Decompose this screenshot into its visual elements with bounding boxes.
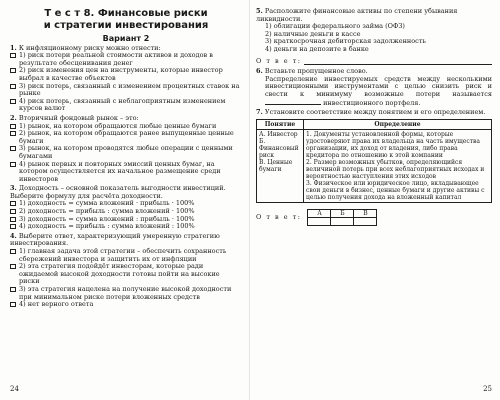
concept-b: Б. Финансовый риск [259,137,299,159]
checkbox[interactable] [10,84,16,89]
answer-cell-a[interactable] [308,218,331,226]
q5-answer-field[interactable] [256,58,492,66]
concept-a: А. Инвестор [259,130,298,138]
q4-option-3[interactable]: 3) эта стратегия нацелена на получение высокой доходности при минимальном риске потери вложенных средств [10,286,242,301]
q3-option-4[interactable]: 4) доходность = прибыль : сумма вложений : 100% [10,223,242,231]
answer-col-a: А [308,209,331,218]
question-1-number: 1. [10,43,17,52]
q4-option-2[interactable]: 2) эта стратегия подойдёт инвесторам, которые ради ожидаемой высокой доходности готовы пойти на высокие риски [10,263,242,286]
answer-grid [307,209,377,227]
q1-option-2[interactable]: 2) риск изменения цен на инструменты, которые инвестор выбрал в качестве объектов [10,67,242,82]
q5-item-4: 4) деньги на депозите в банке [265,44,369,53]
question-6-text: Вставьте пропущенное слово. [264,67,368,76]
q3-option-2[interactable]: 2) доходность = прибыль : сумма вложений · 100% [10,208,242,216]
q1-option-4[interactable]: 4) риск потерь, связанный с неблагоприятным изменением курсов валют [10,98,242,113]
question-2-text: Вторичный фондовый рынок – это: [18,113,139,122]
question-6: 6. Вставьте пропущенное слово. Распределение инвестируемых средств между несколькими инвестиционными инструментами с целью снизить риск и свести к минимуму возможные потери называется инвестиционного портфеля. [256,67,492,107]
q3-option-1[interactable]: 1) доходность = сумма вложений · прибыль · 100% [10,200,242,208]
page-number-right: 25 [483,385,492,394]
question-4-text: Выберите ответ, характеризующий умеренную стратегию инвестирования. [10,231,220,248]
q2-option-2[interactable]: 2) рынок, на котором обращаются ранее выпущенные ценные бумаги [10,130,242,145]
checkbox[interactable] [10,124,16,129]
checkbox[interactable] [10,162,16,167]
checkbox[interactable] [10,131,16,136]
checkbox[interactable] [10,146,16,151]
definition-3: 3. Физическое или юридическое лицо, вкладывающее свои деньги в бизнес, ценные бумаги и другие активы с целью получения дохода на вложенный капитал [306,179,485,201]
q5-item-1: 1) облигации федерального займа (ОФЗ) [265,22,405,31]
q5-item-3: 3) краткосрочная дебиторская задолженность [265,37,426,46]
question-1-text: К инфляционному риску можно отнести: [18,43,161,52]
answer-col-c: В [354,209,377,218]
checkbox[interactable] [10,201,16,206]
q4-option-1[interactable]: 1) главная задача этой стратегии – обеспечить сохранность сбережений инвестора и защитить их от инфляции [10,248,242,263]
page-number-left: 24 [10,385,19,394]
question-1 [10,45,242,113]
q4-option-4[interactable]: 4) нет верного ответа [10,301,242,309]
test-title-line2: и стратегии инвестирования [43,20,209,31]
q5-item-2: 2) наличные деньги в кассе [265,29,361,38]
q7-answer [256,209,492,227]
test-title-line1: Т е с т 8. Финансовые риски [44,8,208,19]
header-definition: Определение [304,119,492,129]
left-page [10,6,242,394]
checkbox[interactable] [10,287,16,292]
q1-option-3[interactable]: 3) риск потерь, связанный с изменением процентных ставок на рынке [10,83,242,98]
right-page [256,6,492,394]
q1-option-1[interactable]: 1) риск потери реальной стоимости активов и доходов в результате обесценивания денег [10,52,242,67]
definition-list [304,129,492,202]
variant-heading: Вариант 2 [102,34,150,43]
q3-option-3[interactable]: 3) доходность = сумма вложений : прибыль · 100% [10,216,242,224]
question-3: 3. Доходность – основной показатель выгодности инвестиций. Выберите формулу для расчёта доходности. 1) доходность = сумма вложений · прибыль · 100% 2) доходность = прибыль : сумма вложений · 100% 3) доходность = сумма вложений : прибыль · 100% 4) доходность = прибыль : сумма вложений : 100% [10,185,242,231]
checkbox[interactable] [10,99,16,104]
answer-label: О т в е т: [256,56,302,65]
q2-option-3[interactable]: 3) рынок, на котором проводятся любые операции с ценными бумагами [10,145,242,160]
table-header-row [257,119,492,129]
concept-list [257,129,304,202]
checkbox[interactable] [10,224,16,229]
definition-2: 2. Размер возможных убытков, определяющийся величиной потерь при всех неблагоприятных исходах и вероятностью наступления этих исходов [306,158,485,180]
question-4: 4. Выберите ответ, характеризующий умеренную стратегию инвестирования. 1) главная задача этой стратегии – обеспечить сохранность сбережений инвестора и защитить их от инфляции 2) эта стратегия подойдёт инвесторам, которые ради ожидаемой высокой доходности готовы пойти на высокие риски 3) эта стратегия нацелена на получение высокой доходности при минимальном риске потери вложенных средств 4) нет верного ответа [10,233,242,309]
question-3-text: Доходность – основной показатель выгодности инвестиций. Выберите формулу для расчёта доходности. [10,184,226,200]
checkbox[interactable] [10,302,16,307]
checkbox[interactable] [10,53,16,58]
matching-table [256,119,492,203]
table-row [257,129,492,202]
question-2: 2. Вторичный фондовый рынок – это: 1) рынок, на котором обращаются любые ценные бумаги 2) рынок, на котором обращаются ранее выпущенные ценные бумаги 3) рынок, на котором проводятся любые операции с ценными бумагами 4) рынок первых и повторных эмиссий ценных бумаг, на котором осуществляется их начальное размещение среди инвесторов [10,115,242,183]
q2-option-4[interactable]: 4) рынок первых и повторных эмиссий ценных бумаг, на котором осуществляется их начальное размещение среди инвесторов [10,161,242,184]
book-gutter [249,0,250,400]
q6-body: Распределение инвестируемых средств между несколькими инвестиционными инструментами с целью снизить риск и свести к минимуму возможные потери называется инвестиционного портфеля. [265,74,492,107]
answer-label: О т в е т: [256,212,302,221]
checkbox[interactable] [10,209,16,214]
test-title [10,8,242,32]
header-concept: Понятие [257,119,304,129]
definition-1: 1. Документы установленной формы, которые удостоверяют права их владельца на часть имущества организации, их доход от владения, либо права кредитора по отношению к этой компании [306,130,480,159]
answer-cell-c[interactable] [354,218,377,226]
checkbox[interactable] [10,264,16,269]
answer-underline[interactable] [304,58,492,65]
question-7-text: Установите соответствие между понятием и его определением. [264,108,486,117]
checkbox[interactable] [10,249,16,254]
question-7: 7. Установите соответствие между понятием и его определением. Понятие Определение А. Инвестор Б. Финансовый риск В. Ценные бумаги 1. Документы установленной формы, которые удостоверяют права их владельца на часть имущества организации, их доход от владения, либо права кредитора по отношению к этой компании 2. Размер возможных убытков, определяющийся величиной потерь при всех неблагоприятных исходах и вероятностью наступления этих исходов 3. Физическое или юридическое лицо, вкладывающее свои деньги в бизнес, ценные бумаги и другие активы с целью получения дохода на вложенный капитал [256,109,492,203]
question-5: 5. Расположите финансовые активы по степени убывания ликвидности. 1) облигации федерального займа (ОФЗ) 2) наличные деньги в кассе 3) краткосрочная дебиторская задолженность 4) деньги на депозите в банке [256,8,492,54]
q2-option-1[interactable]: 1) рынок, на котором обращаются любые ценные бумаги [10,123,242,131]
answer-col-b: Б [331,209,354,218]
checkbox[interactable] [10,68,16,73]
question-5-text: Расположите финансовые активы по степени убывания ликвидности. [256,7,458,23]
checkbox[interactable] [10,217,16,222]
q6-blank-field[interactable] [265,99,321,105]
concept-c: В. Ценные бумаги [259,158,293,173]
answer-cell-b[interactable] [331,218,354,226]
